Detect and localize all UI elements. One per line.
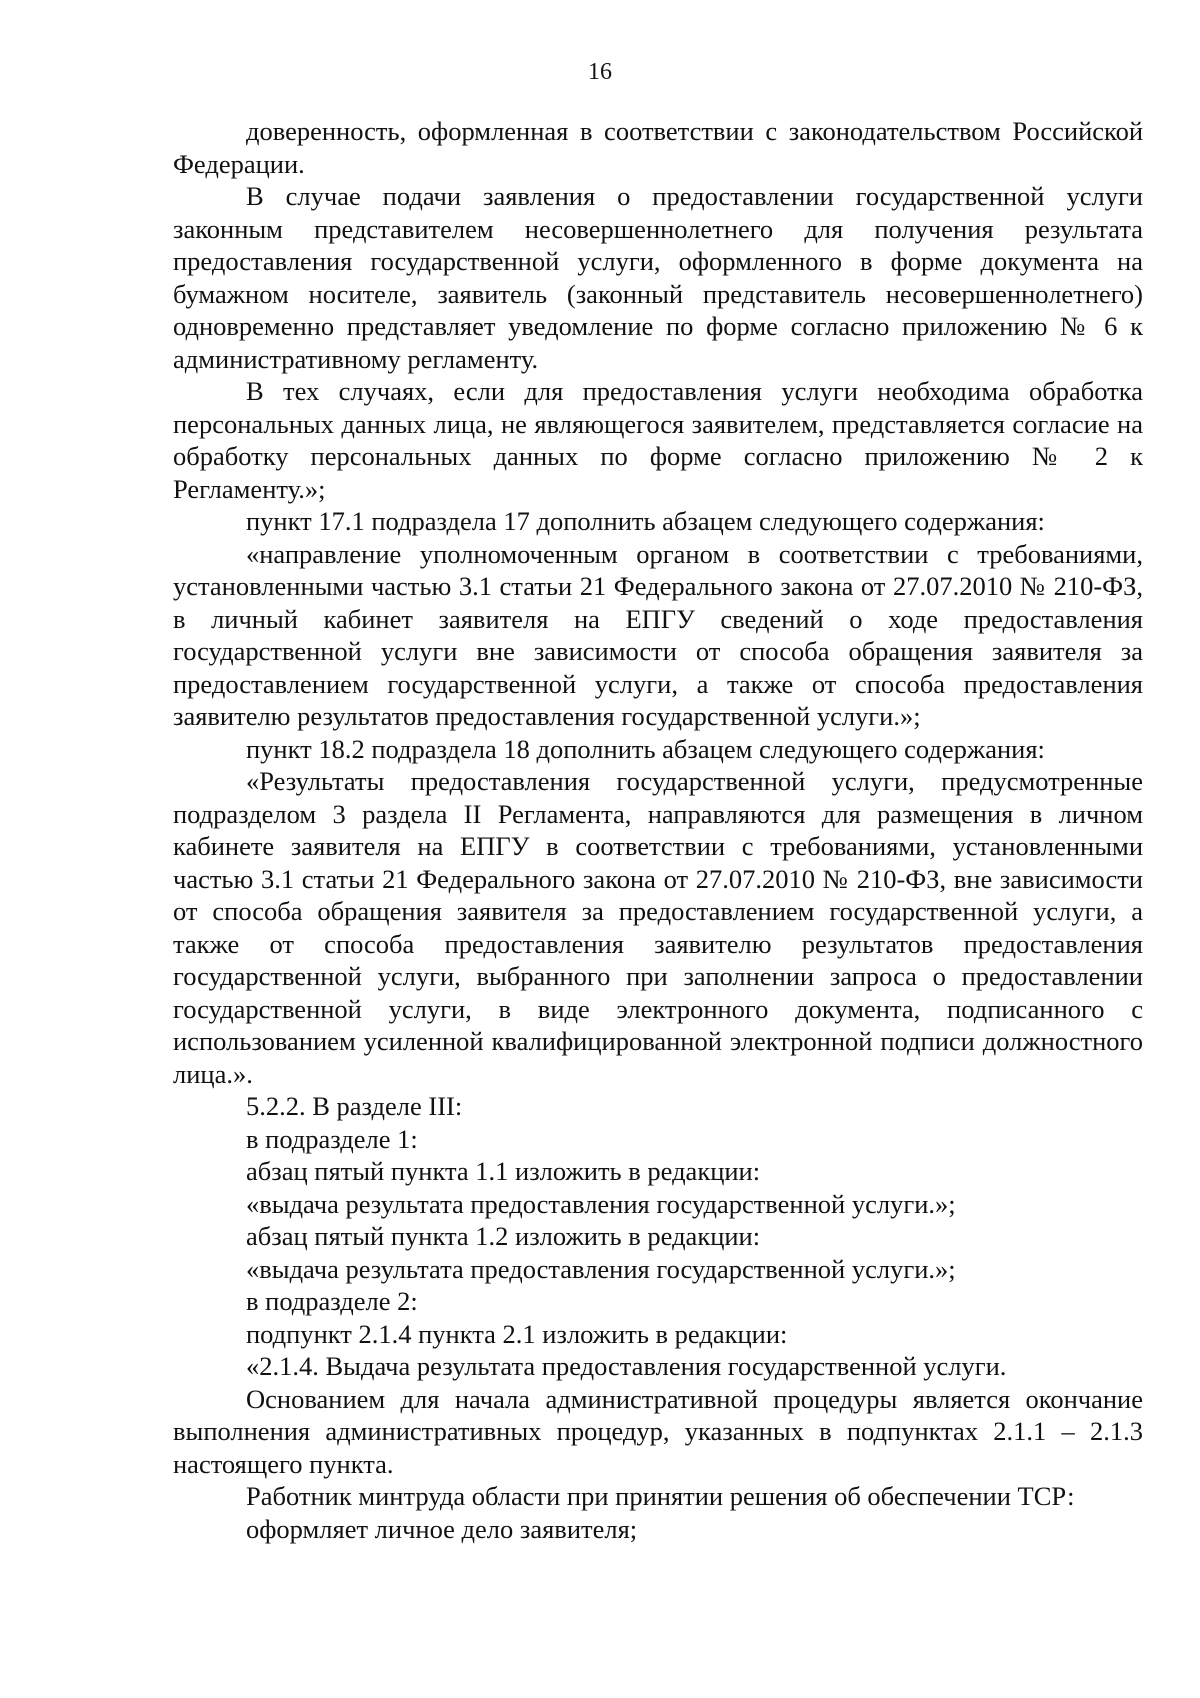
paragraph-personal-file: оформляет личное дело заявителя;	[246, 1513, 638, 1544]
paragraph-ministry-worker: Работник минтруда области при принятии решения об обеспечении ТСР:	[246, 1481, 1075, 1511]
paragraph-subsection-1: в подразделе 1:	[246, 1123, 418, 1154]
paragraph-subitem-2-1-4: подпункт 2.1.4 пункта 2.1 изложить в редакции:	[246, 1318, 788, 1349]
paragraph-item-17-1: пункт 17.1 подраздела 17 дополнить абзацем следующего содержания:	[246, 506, 1045, 536]
paragraph-subitem-2-1-4-heading: «2.1.4. Выдача результата предоставления государственной услуги.	[246, 1351, 1007, 1381]
paragraph-item-1-2: абзац пятый пункта 1.2 изложить в редакции:	[246, 1221, 761, 1251]
paragraph-subsection-2: в подразделе 2:	[246, 1286, 418, 1316]
paragraph-continuation: доверенность, оформленная в соответствии с законодательством Российской Федерации.	[173, 116, 1143, 179]
paragraph-item-1-2-text: «выдача результата предоставления государственной услуги.»;	[246, 1253, 956, 1284]
page-number: 16	[588, 59, 612, 85]
paragraph-section-5-2-2: 5.2.2. В разделе III:	[246, 1091, 463, 1121]
paragraph-personal-data-consent: В тех случаях, если для предоставления услуги необходима обработка персональных данных лица, не являющегося заявителем, представляется согласие на обработку персональных данных по форме согласно приложению № 2 к Регламенту.»;	[173, 376, 1143, 504]
paragraph-procedure-basis: Основанием для начала административной процедуры является окончание выполнения административных процедур, указанных в подпунктах 2.1.1 – 2.1.3 настоящего пункта.	[173, 1383, 1143, 1479]
paragraph-item-1-1-text: «выдача результата предоставления государственной услуги.»;	[246, 1188, 956, 1219]
document-body	[173, 115, 1143, 1545]
paragraph-item-18-2-text: «Результаты предоставления государственной услуги, предусмотренные подразделом 3 раздела II Регламента, направляются для размещения в личном кабинете заявителя на ЕПГУ в соответствии с требованиями, установленными частью 3.1 статьи 21 Федерального закона от 27.07.2010 № 210-ФЗ, вне зависимости от способа обращения заявителя за предоставлением государственной услуги, а также от способа предоставления заявителю результатов предоставления государственной услуги, выбранного при заполнении запроса о предоставлении государственной услуги, в виде электронного документа, подписанного с использованием усиленной квалифицированной электронной подписи должностного лица.».	[173, 766, 1143, 1089]
paragraph-item-1-1: абзац пятый пункта 1.1 изложить в редакции:	[246, 1156, 761, 1186]
paragraph-item-17-1-text: «направление уполномоченным органом в соответствии с требованиями, установленными частью 3.1 статьи 21 Федерального закона от 27.07.2010 № 210-ФЗ, в личный кабинет заявителя на ЕПГУ сведений о ходе предоставления государственной услуги вне зависимости от способа обращения заявителя за предоставлением государственной услуги, а также от способа предоставления заявителю результатов предоставления государственной услуги.»;	[173, 538, 1143, 731]
paragraph-item-18-2: пункт 18.2 подраздела 18 дополнить абзацем следующего содержания:	[246, 733, 1045, 764]
paragraph-minor-representative: В случае подачи заявления о предоставлении государственной услуги законным представителем несовершеннолетнего для получения результата предоставления государственной услуги, оформленного в форме документа на бумажном носителе, заявитель (законный представитель несовершеннолетнего) одновременно представляет уведомление по форме согласно приложению № 6 к административному регламенту.	[173, 181, 1143, 374]
